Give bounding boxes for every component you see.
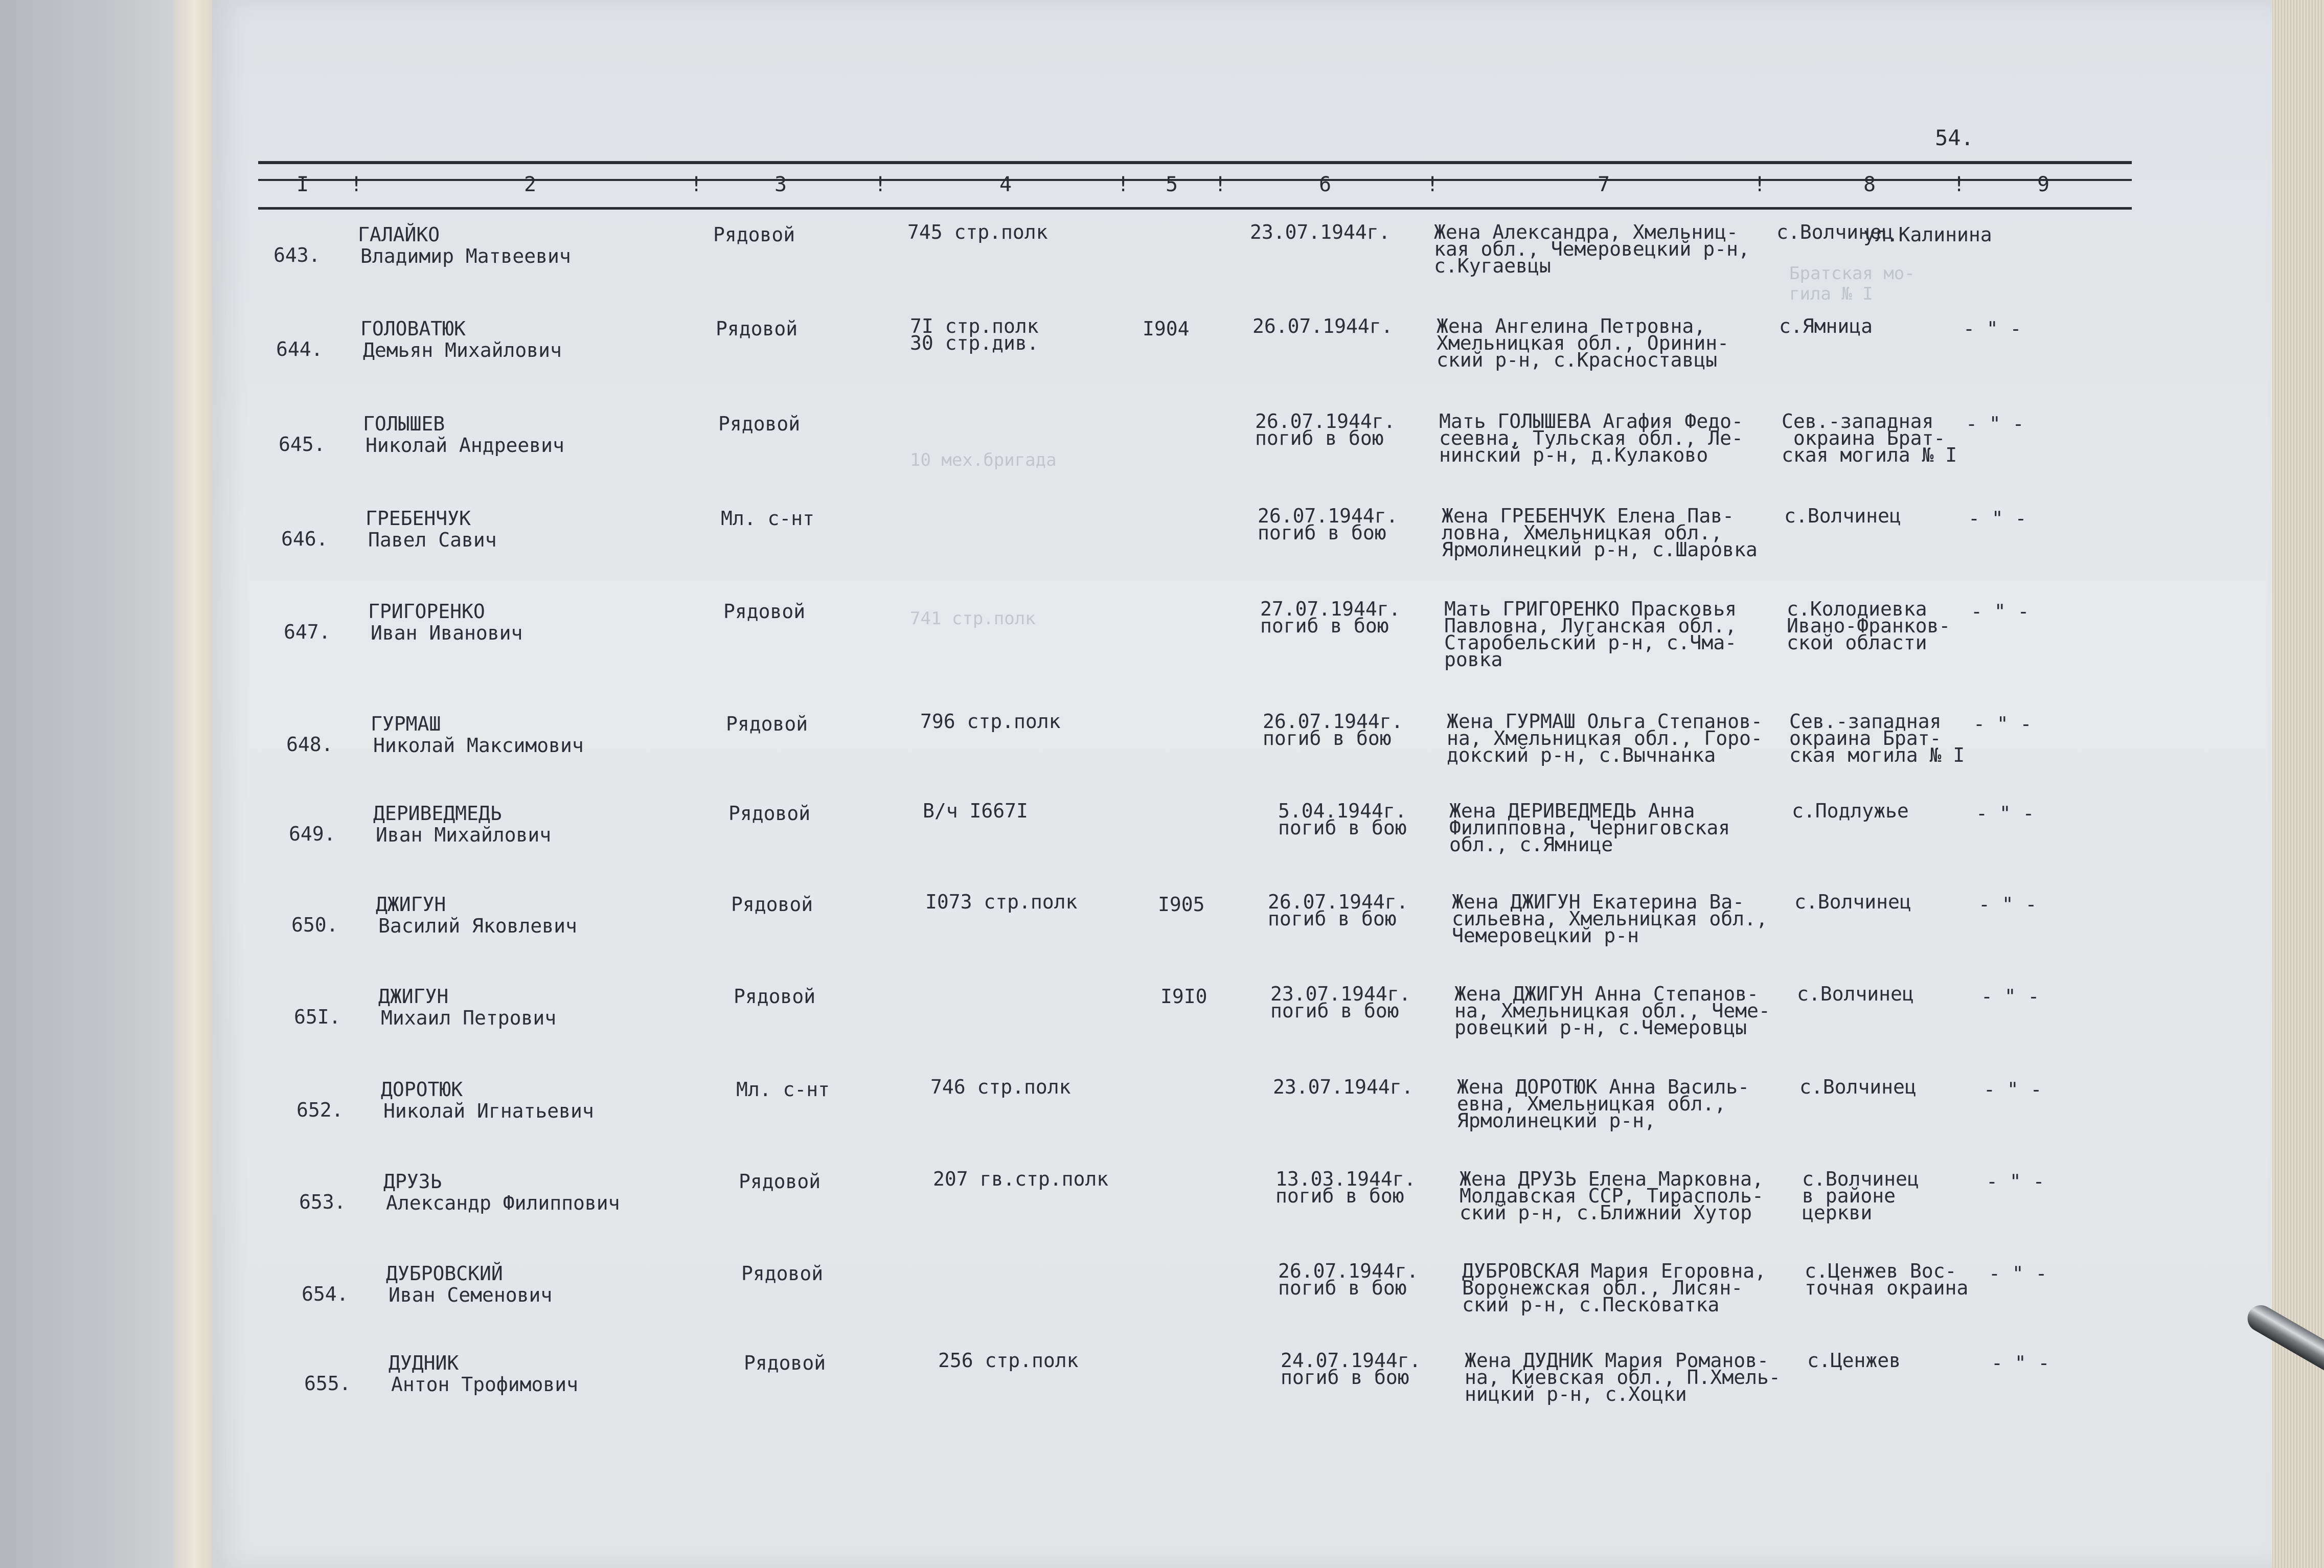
column-header: 4 [999,173,1012,196]
column-header: I [297,173,309,196]
burial-place: с.Подлужье [1792,800,1909,822]
entry-number: 647. [284,621,331,643]
rank: Мл. с-нт [736,1078,830,1101]
next-of-kin: Жена ДЖИГУН Екатерина Ва- сильевна, Хмельницкая обл., Чемеровецкий р-н [1452,891,1768,947]
next-of-kin: Жена ГУРМАШ Ольга Степанов- на, Хмельницкая обл., Горо- докский р-н, с.Вычнанка [1447,710,1763,766]
table-header-rule [258,161,2132,164]
surname: ГОЛЫШЕВ [363,413,445,435]
surname: ДУБРОВСКИЙ [386,1262,503,1285]
rank: Рядовой [739,1170,821,1193]
given-names: Владимир Матвеевич [360,245,571,267]
rank: Рядовой [726,713,808,735]
entry-number: 655. [304,1372,351,1395]
column-header: 9 [2037,173,2050,196]
given-names: Михаил Петрович [381,1007,557,1029]
entry-number: 646. [281,528,328,550]
military-unit: 7I стр.полк 30 стр.див. [910,315,1039,354]
military-unit: 256 стр.полк [938,1349,1079,1372]
surname: ДРУЗЬ [383,1170,442,1193]
burial-note: - " - [1989,1262,2047,1285]
burial-note: - " - [1984,1078,2042,1101]
burial-note: - " - [1981,985,2040,1008]
military-unit: I073 стр.полк [925,891,1078,913]
death-date: 26.07.1944г. погиб в бою [1278,1260,1419,1299]
entry-number: 650. [291,914,338,936]
rank: Рядовой [744,1352,826,1374]
burial-note: - " - [1966,413,2024,435]
death-date: 26.07.1944г. погиб в бою [1268,891,1408,930]
entry-number: 648. [286,733,333,756]
surname: ДЕРИВЕДМЕДЬ [373,802,502,825]
column-header: 5 [1166,173,1178,196]
given-names: Иван Михайлович [376,824,552,846]
rank: Рядовой [718,413,801,435]
military-unit: В/ч I667I [923,800,1028,822]
surname: ГАЛАЙКО [358,223,440,246]
burial-place: с.Волчинец [1799,1076,1917,1098]
burial-note: - " - [1976,802,2035,825]
given-names: Павел Савич [368,529,497,551]
given-names: Демьян Михайлович [363,339,562,361]
burial-note: - " - [1968,507,2027,530]
table-header-rule [258,207,2132,210]
burial-place: Сев.-западная окраина Брат- ская могила № I [1782,410,1957,466]
column-separator: ! [1426,173,1439,196]
rank: Рядовой [716,317,798,340]
burial-place: Сев.-западная окраина Брат- ская могила № I [1789,710,1965,766]
entry-number: 653. [299,1191,346,1213]
burial-note: - " - [1971,600,2030,623]
entry-number: 654. [302,1283,349,1305]
burial-note: - " - [1973,713,2032,735]
column-separator: ! [1753,173,1766,196]
burial-place: с.Волчинец [1797,983,1914,1005]
given-names: Александр Филиппович [386,1192,620,1214]
death-date: 26.07.1944г. погиб в бою [1255,410,1396,449]
burial-place: с.Волчинец [1794,891,1911,913]
show-through-text: 741 стр.полк [910,608,1036,629]
next-of-kin: Мать ГОЛЫШЕВА Агафия Федо- сеевна, Тульская обл., Ле- нинский р-н, д.Кулаково [1439,410,1743,466]
death-date: 23.07.1944г. погиб в бою [1270,983,1411,1022]
surname: ГУРМАШ [371,713,441,735]
burial-note: - " - [1978,893,2037,916]
column-header: 3 [774,173,787,196]
given-names: Василий Яковлевич [378,915,577,937]
column-separator: ! [1953,173,1966,196]
burial-place: с.Волчинец [1776,221,1894,243]
death-date: 26.07.1944г. [1252,315,1393,337]
military-unit: 746 стр.полк [930,1076,1071,1098]
surname: ГРИГОРЕНКО [368,600,485,623]
entry-number: 643. [274,244,321,266]
column-separator: ! [1214,173,1227,196]
show-through-text: Братская мо- гила № I [1789,263,1915,304]
column-separator: ! [874,173,887,196]
burial-note: - " - [1991,1352,2050,1374]
rank: Рядовой [723,600,806,623]
given-names: Антон Трофимович [391,1373,579,1396]
given-names: Иван Иванович [371,622,523,644]
page-number: 54. [1935,125,1974,150]
given-names: Николай Максимович [373,734,584,757]
death-date: 24.07.1944г. погиб в бою [1281,1349,1421,1389]
show-through-text: 10 мех.бригада [910,450,1057,470]
surname: ГОЛОВАТЮК [360,317,466,340]
given-names: Иван Семенович [389,1284,553,1306]
column-header: 7 [1598,173,1610,196]
military-unit: 796 стр.полк [920,710,1061,733]
death-date: 27.07.1944г. погиб в бою [1260,598,1401,637]
surname: ГРЕБЕНЧУК [366,507,471,530]
entry-number: 644. [276,338,323,360]
surname: ДОРОТЮК [381,1078,463,1101]
given-names: Николай Игнатьевич [383,1100,594,1122]
next-of-kin: Жена ГРЕБЕНЧУК Елена Пав- ловна, Хмельницкая обл., Ярмолинецкий р-н, с.Шаровка [1442,505,1758,561]
birth-year: I904 [1143,317,1190,340]
rank: Рядовой [734,985,816,1008]
death-date: 13.03.1944г. погиб в бою [1275,1168,1416,1207]
burial-place: с.Ценжев [1807,1349,1901,1372]
burial-place: с.Волчинец [1784,505,1901,527]
rank: Рядовой [741,1262,824,1285]
entry-number: 652. [297,1099,344,1121]
rank: Рядовой [728,802,811,825]
next-of-kin: Мать ГРИГОРЕНКО Прасковья Павловна, Луганская обл., Старобельский р-н, с.Чма- ровка [1444,598,1737,671]
next-of-kin: Жена Ангелина Петровна, Хмельницкая обл., Оринин- ский р-н, с.Красноставцы [1437,315,1729,371]
column-header: 8 [1863,173,1876,196]
death-date: 5.04.1944г. погиб в бою [1278,800,1407,839]
birth-year: I9I0 [1160,985,1207,1008]
death-date: 26.07.1944г. погиб в бою [1258,505,1398,544]
column-header: 2 [524,173,537,196]
burial-place: с.Волчинец в районе церкви [1802,1168,1919,1224]
column-separator: ! [1117,173,1130,196]
column-separator: ! [690,173,703,196]
death-date: 23.07.1944г. [1250,221,1391,243]
burial-place: с.Колодиевка Ивано-Франков- ской области [1787,598,1951,654]
death-date: 23.07.1944г. [1273,1076,1414,1098]
next-of-kin: Жена ДЕРИВЕДМЕДЬ Анна Филипповна, Черниговская обл., с.Ямнице [1449,800,1730,856]
military-unit: 745 стр.полк [907,221,1048,243]
death-date: 26.07.1944г. погиб в бою [1263,710,1403,749]
column-header: 6 [1319,173,1332,196]
given-names: Николай Андреевич [366,434,564,457]
next-of-kin: ДУБРОВСКАЯ Мария Егоровна, Воронежская обл., Лисян- ский р-н, с.Песковатка [1462,1260,1766,1316]
entry-number: 645. [279,433,326,456]
rank: Мл. с-нт [721,507,815,530]
surname: ДЖИГУН [376,893,446,916]
burial-note: ул.Калинина [1863,223,1992,246]
rank: Рядовой [731,893,813,916]
next-of-kin: Жена Александра, Хмельниц- кая обл., Чемеровецкий р-н, с.Кугаевцы [1434,221,1750,277]
rank: Рядовой [713,223,795,246]
birth-year: I905 [1158,893,1205,916]
burial-note: - " - [1986,1170,2045,1193]
next-of-kin: Жена ДРУЗЬ Елена Марковна, Молдавская ССР, Тирасполь- ский р-н, с.Ближний Хутор [1460,1168,1764,1224]
surname: ДЖИГУН [378,985,449,1008]
next-of-kin: Жена ДУДНИК Мария Романов- на, Киевская обл., П.Хмель- ницкий р-н, с.Хоцки [1465,1349,1781,1405]
table-header-rule [258,179,2132,181]
entry-number: 65I. [294,1006,341,1028]
next-of-kin: Жена ДОРОТЮК Анна Василь- евна, Хмельницкая обл., Ярмолинецкий р-н, [1457,1076,1749,1132]
entry-number: 649. [289,823,336,845]
column-separator: ! [350,173,363,196]
burial-note: - " - [1963,317,2022,340]
next-of-kin: Жена ДЖИГУН Анна Степанов- на, Хмельницкая обл., Чеме- ровецкий р-н, с.Чемеровцы [1454,983,1770,1039]
military-unit: 207 гв.стр.полк [933,1168,1109,1190]
burial-place: с.Ценжев Вос- точная окраина [1805,1260,1969,1299]
burial-place: с.Ямница [1779,315,1873,337]
surname: ДУДНИК [389,1352,459,1374]
